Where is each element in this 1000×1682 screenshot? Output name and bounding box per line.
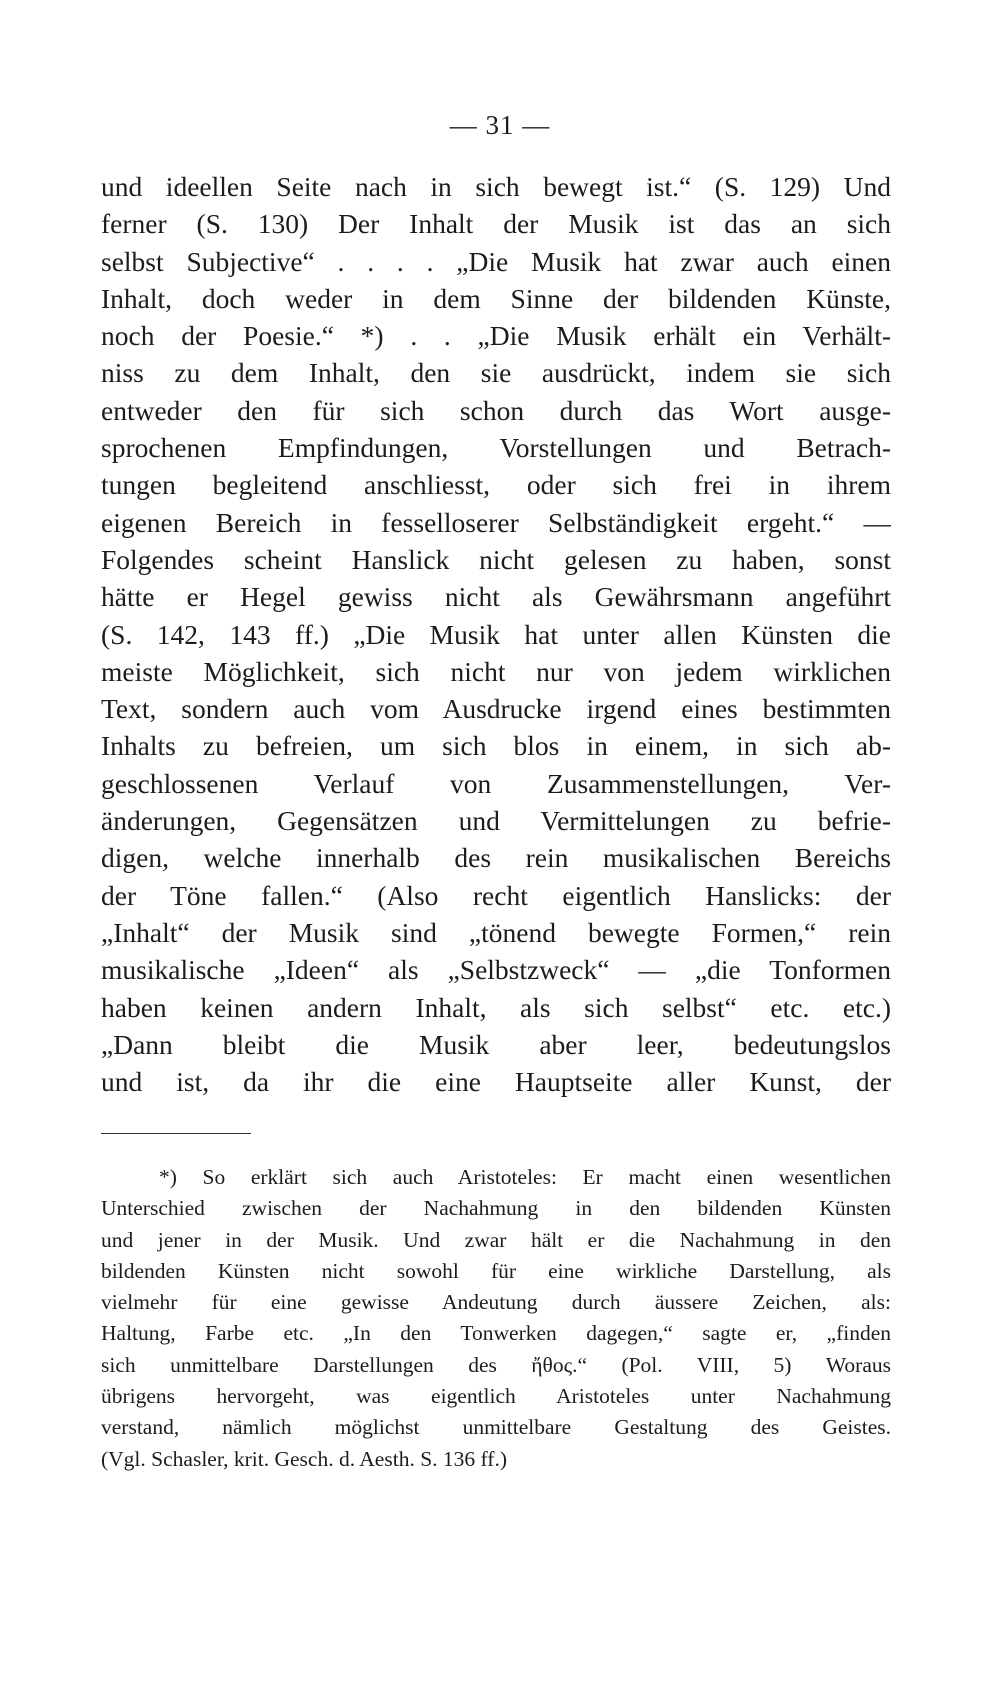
text-line: ferner (S. 130) Der Inhalt der Musik ist das an sich [101,208,891,240]
text-line: noch der Poesie.“ *) . . „Die Musik erhält ein Verhält- [101,320,891,352]
text-line: und ideellen Seite nach in sich bewegt ist.“ (S. 129) Und [101,171,891,202]
text-line: digen, welche innerhalb des rein musikalischen Bereichs [101,842,891,874]
text-line: (S. 142, 143 ff.) „Die Musik hat unter allen Künsten die [101,618,891,650]
footnote-line: bildenden Künsten nicht sowohl für eine wirkliche Darstellung, als [101,1258,891,1283]
footnote-line: Unterschied zwischen der Nachahmung in den bildenden Künsten [101,1196,891,1221]
footnote-line: sich unmittelbare Darstellungen des ἤθος.“ (Pol. VIII, 5) Woraus [101,1352,891,1377]
page-number: — 31 — [449,110,551,140]
text-line: „Dann bleibt die Musik aber leer, bedeutungslos [101,1028,891,1060]
text-line: Inhalts zu befreien, um sich blos in einem, in sich ab- [101,730,891,762]
footnote-line: und jener in der Musik. Und zwar hält er die Nachahmung in den [101,1227,891,1252]
footnote-line: *) So erklärt sich auch Aristoteles: Er macht einen wesentlichen [159,1165,891,1189]
footnote-divider [101,1133,251,1134]
footnote-line: übrigens hervorgeht, was eigentlich Aristoteles unter Nachahmung [101,1384,891,1409]
main-text [101,168,891,1100]
text-line: eigenen Bereich in fesselloserer Selbständigkeit ergeht.“ — [101,506,891,538]
footnote-line: verstand, nämlich möglichst unmittelbare Gestaltung des Geistes. [101,1415,891,1440]
footnote [101,1162,891,1475]
text-line: hätte er Hegel gewiss nicht als Gewährsmann angeführt [101,581,891,613]
text-line: tungen begleitend anschliesst, oder sich frei in ihrem [101,469,891,501]
footnote-line: vielmehr für eine gewisse Andeutung durch äussere Zeichen, als: [101,1290,891,1315]
text-line: sprochenen Empfindungen, Vorstellungen und Betrach- [101,432,891,464]
text-line: Folgendes scheint Hanslick nicht gelesen zu haben, sonst [101,543,891,575]
text-line: musikalische „Ideen“ als „Selbstzweck“ — „die Tonformen [101,954,891,986]
text-line: „Inhalt“ der Musik sind „tönend bewegte Formen,“ rein [101,916,891,948]
text-line: und ist, da ihr die eine Hauptseite aller Kunst, der [101,1066,891,1098]
text-line: niss zu dem Inhalt, den sie ausdrückt, indem sie sich [101,357,891,389]
footnote-line: Haltung, Farbe etc. „In den Tonwerken dagegen,“ sagte er, „finden [101,1321,891,1346]
text-line: Text, sondern auch vom Ausdrucke irgend eines bestimmten [101,693,891,725]
text-line: selbst Subjective“ . . . . „Die Musik hat zwar auch einen [101,245,891,277]
text-line: der Töne fallen.“ (Also recht eigentlich Hanslicks: der [101,879,891,911]
text-line: haben keinen andern Inhalt, als sich selbst“ etc. etc.) [101,991,891,1023]
text-line: geschlossenen Verlauf von Zusammenstellungen, Ver- [101,767,891,799]
text-line: meiste Möglichkeit, sich nicht nur von jedem wirklichen [101,655,891,687]
text-line: änderungen, Gegensätzen und Vermittelungen zu befrie- [101,805,891,837]
text-line: entweder den für sich schon durch das Wort ausge- [101,394,891,426]
text-line: Inhalt, doch weder in dem Sinne der bildenden Künste, [101,282,891,314]
footnote-line: (Vgl. Schasler, krit. Gesch. d. Aesth. S. 136 ff.) [101,1446,507,1471]
